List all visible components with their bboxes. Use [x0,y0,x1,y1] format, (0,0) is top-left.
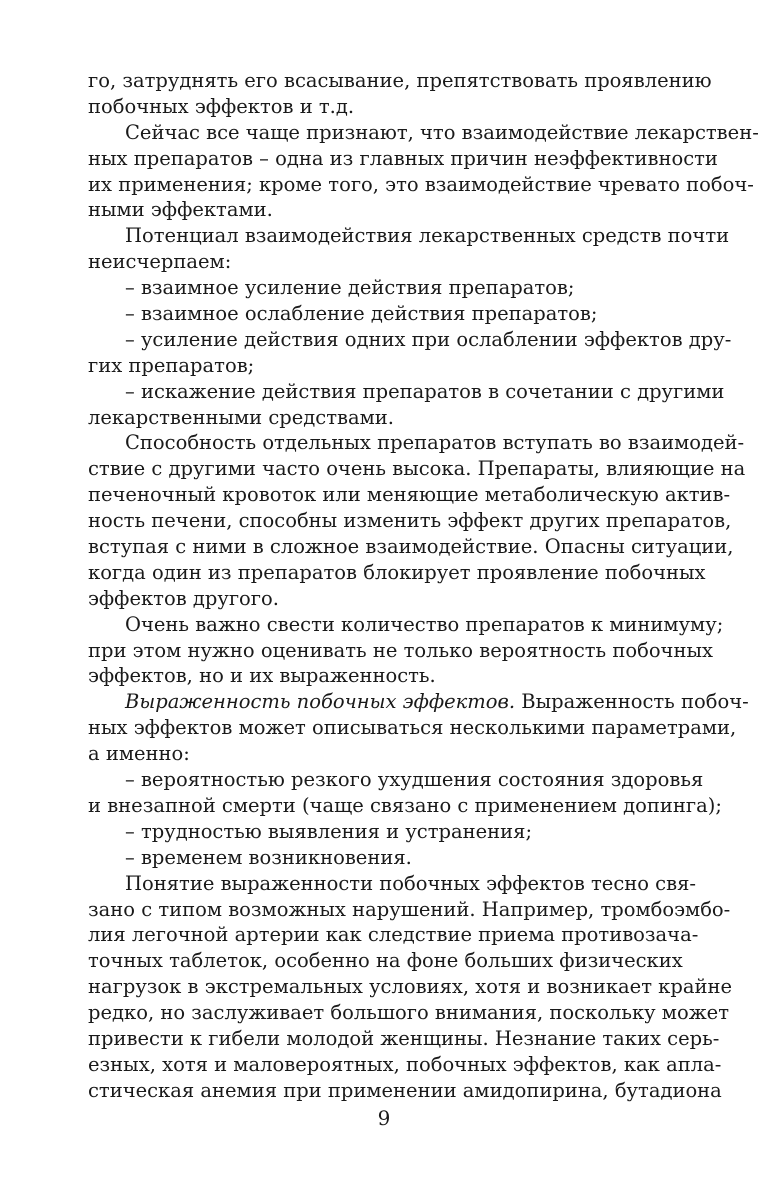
text-line: эффектов другого. [88,586,279,610]
text-line: лекарственными средствами. [88,405,394,429]
paragraph-first-line: Потенциал взаимодействия лекарственных средств почти [125,224,730,248]
text-line: ствие с другими часто очень высока. Препараты, влияющие на [88,457,746,481]
text-line: а именно: [88,742,190,766]
text-line: редко, но заслуживает большого внимания, поскольку может [88,1001,729,1025]
text-line: лия легочной артерии как следствие приема противозача- [88,923,699,947]
text-line: побочных эффектов и т.д. [88,94,355,118]
paragraph-first-line: Очень важно свести количество препаратов к минимуму; [125,612,724,636]
text-line: ных препаратов – одна из главных причин неэффективности [88,146,718,170]
text-line: ность печени, способны изменить эффект других препаратов, [88,509,732,533]
text-line: ными эффектами. [88,198,273,222]
page-number: 9 [377,1106,391,1130]
text-line: при этом нужно оценивать не только вероятность побочных [88,638,713,662]
list-item: – взаимное усиление действия препаратов; [125,276,575,300]
text-line: езных, хотя и маловероятных, побочных эффектов, как апла- [88,1052,722,1076]
text-run: Выраженность побоч- [515,690,749,714]
list-item: – временем возникновения. [125,845,412,869]
text-line: вступая с ними в сложное взаимодействие. Опасны ситуации, [88,535,734,559]
text-line: и внезапной смерти (чаще связано с применением допинга); [88,793,722,817]
text-line: ных эффектов может описываться несколькими параметрами, [88,716,737,740]
text-line: го, затруднять его всасывание, препятствовать проявлению [88,69,712,92]
list-item: – трудностью выявления и устранения; [125,819,533,843]
paragraph-first-line: Сейчас все чаще признают, что взаимодействие лекарствен- [125,120,759,144]
text-line: стическая анемия при применении амидопирина, бутадиона [88,1078,722,1102]
list-item: – усиление действия одних при ослаблении эффектов дру- [125,327,732,351]
text-line: неисчерпаем: [88,250,232,274]
section-run-in-heading: Выраженность побочных эффектов. [125,690,516,714]
text-line: когда один из препаратов блокирует проявление побочных [88,560,706,584]
text-line: точных таблеток, особенно на фоне больших физических [88,949,683,973]
list-item: – искажение действия препаратов в сочетании с другими [125,379,725,403]
text-line: гих препаратов; [88,353,255,377]
paragraph-first-line: Способность отдельных препаратов вступать во взаимодей- [125,431,745,455]
text-line: нагрузок в экстремальных условиях, хотя и возникает крайне [88,975,733,999]
text-line: их применения; кроме того, это взаимодействие чревато побоч- [88,172,754,196]
list-item: – вероятностью резкого ухудшения состояния здоровья [125,768,704,792]
text-line: эффектов, но и их выраженность. [88,664,436,688]
text-line: зано с типом возможных нарушений. Например, тромбоэмбо- [88,897,731,921]
paragraph-first-line [88,689,749,715]
paragraph-first-line: Понятие выраженности побочных эффектов тесно свя- [125,871,696,895]
list-item: – взаимное ослабление действия препаратов; [125,302,598,326]
page-body [88,68,759,1104]
text-line: печеночный кровоток или меняющие метаболическую актив- [88,483,731,507]
text-line: привести к гибели молодой женщины. Незнание таких серь- [88,1026,720,1050]
